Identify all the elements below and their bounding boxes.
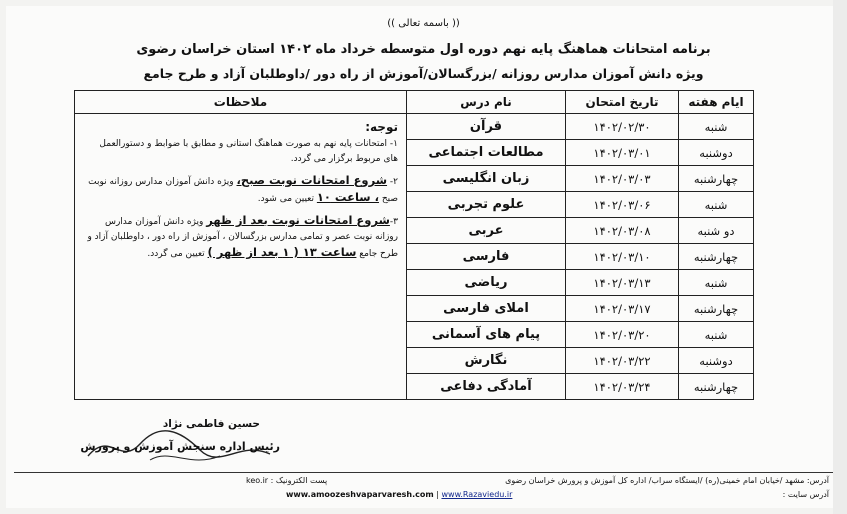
row-day: چهارشنبه bbox=[679, 166, 754, 192]
row-subject: نگارش bbox=[407, 348, 566, 374]
row-subject: زبان انگلیسی bbox=[407, 166, 566, 192]
website-amoozesh[interactable]: www.amoozeshvaparvaresh.com bbox=[286, 490, 434, 499]
row-subject: آمادگی دفاعی bbox=[407, 374, 566, 400]
document-page bbox=[6, 6, 841, 508]
row-day: دوشنبه bbox=[679, 348, 754, 374]
row-day: چهارشنبه bbox=[679, 244, 754, 270]
note-3-bold-start: شروع امتحانات نوبت بعد از ظهر bbox=[206, 213, 390, 227]
row-subject: پیام های آسمانی bbox=[407, 322, 566, 348]
header-notes: ملاحظات bbox=[75, 91, 407, 114]
row-subject: قرآن bbox=[407, 114, 566, 140]
document-title: برنامه امتحانات هماهنگ پایه نهم دوره اول متوسطه خرداد ماه ۱۴۰۲ استان خراسان رضوی bbox=[136, 42, 711, 57]
row-date: ۱۴۰۲/۰۳/۲۲ bbox=[566, 348, 679, 374]
row-subject: علوم تجربی bbox=[407, 192, 566, 218]
signer-role: رئیس اداره سنجش آموزش و پرورش bbox=[80, 440, 280, 453]
note-2-bold-start: شروع امتحانات نوبت صبح، bbox=[236, 173, 388, 187]
row-date: ۱۴۰۲/۰۳/۲۴ bbox=[566, 374, 679, 400]
header-day: ایام هفته bbox=[679, 91, 754, 114]
row-day: دوشنبه bbox=[679, 140, 754, 166]
row-day: شنبه bbox=[679, 270, 754, 296]
note-1: ۱- امتحانات پایه نهم به صورت هماهنگ استانی و مطابق با ضوابط و دستورالعمل های مربوط برگزار می گردد. bbox=[99, 139, 398, 164]
row-date: ۱۴۰۲/۰۳/۲۰ bbox=[566, 322, 679, 348]
exam-schedule-table bbox=[74, 90, 754, 400]
note-2: ۲- شروع امتحانات نوبت صبح، ویژه دانش آموزان مدارس روزانه نوبت صبح ، ساعت ۱۰ تعیین می شود. bbox=[88, 173, 398, 204]
table-row bbox=[75, 114, 754, 140]
footer-address: آدرس: مشهد /خیابان امام خمینی(ره) /ایستگاه سراب/ اداره کل آموزش و پرورش خراسان رضوی bbox=[505, 476, 829, 485]
website-razaviedu[interactable]: www.Razaviedu.ir bbox=[441, 490, 513, 499]
row-day: شنبه bbox=[679, 322, 754, 348]
page-edge bbox=[833, 0, 847, 514]
header-subject: نام درس bbox=[407, 91, 566, 114]
table-header-row bbox=[75, 91, 754, 114]
row-day: دو شنبه bbox=[679, 218, 754, 244]
notes-heading: توجه: bbox=[365, 120, 398, 134]
document-subtitle: ویژه دانش آموزان مدارس روزانه /بزرگسالان/آموزش از راه دور /داوطلبان آزاد و طرح جامع bbox=[143, 66, 704, 81]
row-date: ۱۴۰۲/۰۳/۱۷ bbox=[566, 296, 679, 322]
row-date: ۱۴۰۲/۰۲/۳۰ bbox=[566, 114, 679, 140]
row-date: ۱۴۰۲/۰۳/۰۱ bbox=[566, 140, 679, 166]
header-date: تاریخ امتحان bbox=[566, 91, 679, 114]
row-date: ۱۴۰۲/۰۳/۰۸ bbox=[566, 218, 679, 244]
signer-name: حسین فاطمی نژاد bbox=[162, 418, 260, 430]
note-2-bold-time: ، ساعت ۱۰ bbox=[316, 190, 379, 204]
row-day: شنبه bbox=[679, 192, 754, 218]
footer-email: پست الکترونیک : keo.ir bbox=[246, 476, 328, 485]
row-date: ۱۴۰۲/۰۳/۰۳ bbox=[566, 166, 679, 192]
footer-site-label: آدرس سایت : bbox=[782, 490, 829, 499]
row-day: چهارشنبه bbox=[679, 296, 754, 322]
row-day: شنبه bbox=[679, 114, 754, 140]
footer-websites: www.amoozeshvaparvaresh.com | www.Razaviedu.ir bbox=[286, 490, 513, 499]
note-3-bold-time: ساعت ۱۳ ( ۱ بعد از ظهر ) bbox=[207, 245, 357, 259]
row-subject: فارسی bbox=[407, 244, 566, 270]
row-subject: ریاضی bbox=[407, 270, 566, 296]
note-3: ۳-شروع امتحانات نوبت بعد از ظهر ویژه دانش آموزان مدارس روزانه نوبت عصر و تمامی مدارس بزرگسالان ، آموزش از راه دور ، داوطلبان آزاد و طرح جامع ساعت ۱۳ ( ۱ بعد از ظهر ) تعیین می گردد. bbox=[87, 213, 398, 259]
row-subject: عربی bbox=[407, 218, 566, 244]
row-date: ۱۴۰۲/۰۳/۱۰ bbox=[566, 244, 679, 270]
notes-cell bbox=[75, 114, 407, 400]
row-subject: مطالعات اجتماعی bbox=[407, 140, 566, 166]
row-day: چهارشنبه bbox=[679, 374, 754, 400]
row-date: ۱۴۰۲/۰۳/۱۳ bbox=[566, 270, 679, 296]
row-date: ۱۴۰۲/۰۳/۰۶ bbox=[566, 192, 679, 218]
row-subject: املای فارسی bbox=[407, 296, 566, 322]
footer-divider bbox=[14, 472, 833, 473]
signature-block bbox=[80, 410, 280, 472]
basmala: (( باسمه تعالی )) bbox=[387, 18, 460, 29]
